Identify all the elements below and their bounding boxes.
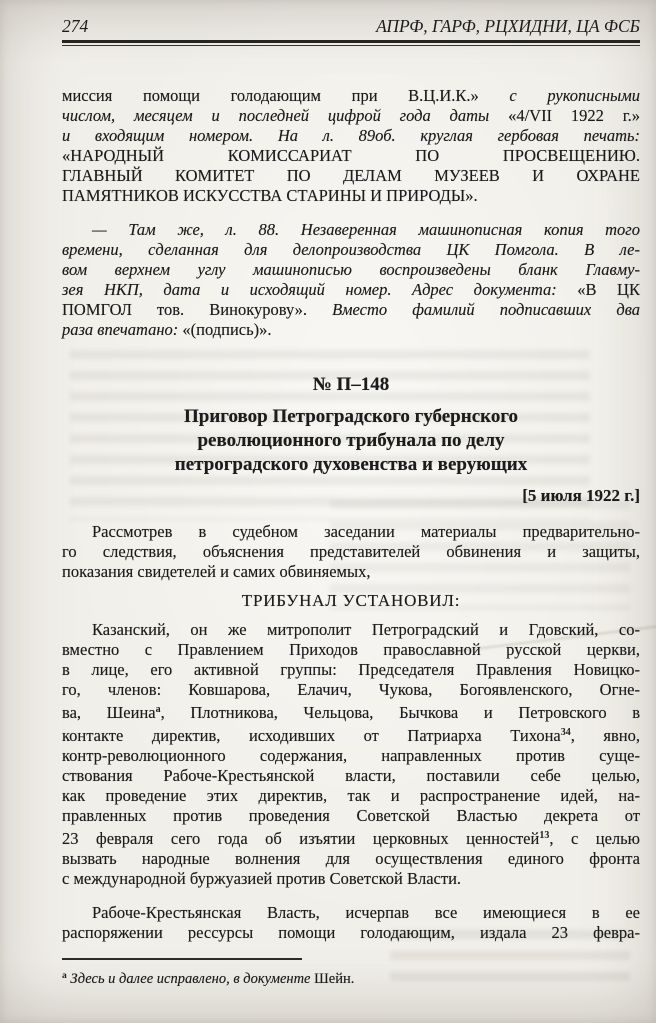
text-line <box>62 126 640 146</box>
header-rule-thick <box>62 40 640 43</box>
text-span: в лице, его активной группы: Председателя Правления Новицко- <box>62 660 640 679</box>
text-span: ва, Шеина <box>62 703 156 722</box>
text-line <box>62 849 640 869</box>
text-line <box>62 806 640 826</box>
text-line <box>62 766 640 786</box>
paragraph <box>62 620 640 889</box>
text-span: «НАРОДНЫЙ КОМИССАРИАТ ПО ПРОСВЕЩЕНИЮ. <box>62 146 640 165</box>
document-number: № П–148 <box>312 374 390 395</box>
text-line <box>62 903 640 923</box>
document-title <box>62 405 640 477</box>
text-span: , явно, <box>570 726 641 745</box>
text-line <box>62 923 640 943</box>
text-span: ГЛАВНЫЙ КОМИТЕТ ПО ДЕЛАМ МУЗЕЕВ И ОХРАНЕ <box>62 166 640 185</box>
text-line <box>62 746 640 766</box>
body-text <box>62 86 640 989</box>
text-span: «4/VII 1922 г.» <box>508 106 640 125</box>
text-span: «В ЦК <box>577 280 640 299</box>
text-line <box>62 700 640 723</box>
text-span: контакте директив, исходивших от Патриарха Тихона <box>62 726 561 745</box>
text-line <box>62 260 640 280</box>
page-number: 274 <box>62 16 89 36</box>
text-span: , Плотникова, Чельцова, Бычкова и Петровского в <box>160 703 641 722</box>
text-span: миссия помощи голодающим при В.Ц.И.К.» <box>62 86 510 105</box>
text-span: и входящим номером. На л. 89об. круглая гербовая печать: <box>62 126 640 145</box>
text-line <box>62 166 640 186</box>
paragraph <box>62 522 640 582</box>
footnote-marker: 34 <box>560 727 571 738</box>
text-span: Рассмотрев в судебном заседании материалы предварительно- <box>92 522 640 541</box>
page-content <box>62 14 640 989</box>
footnote-marker: 13 <box>539 830 550 841</box>
text-span: ПАМЯТНИКОВ ИСКУССТВА СТАРИНЫ И ПРИРОДЫ». <box>62 186 478 205</box>
tribunal-heading: ТРИБУНАЛ УСТАНОВИЛ: <box>241 591 461 610</box>
text-span: — Там же, л. 88. Незаверенная машинописная копия того <box>92 220 640 239</box>
text-span: раза впечатано: <box>62 320 183 339</box>
paragraph <box>62 903 640 943</box>
footnote-marker: а <box>155 704 161 715</box>
text-span: ПОМГОЛ тов. Винокурову». <box>62 300 333 319</box>
text-line <box>62 967 640 989</box>
header-rule-thin <box>62 45 640 46</box>
text-line <box>62 562 640 582</box>
text-line <box>62 660 640 680</box>
text-line <box>62 86 640 106</box>
text-line <box>62 300 640 320</box>
text-line <box>62 240 640 260</box>
text-span: числом, месяцем и последней цифрой года даты <box>62 106 509 125</box>
text-line <box>62 542 640 562</box>
text-line <box>62 620 640 640</box>
text-span: Рабоче-Крестьянская Власть, исчерпав все имеющиеся в ее <box>92 903 640 922</box>
document-date: [5 июля 1922 г.] <box>522 486 640 505</box>
document-title-line-3: петроградского духовенства и верующих <box>174 454 528 475</box>
text-span: Казанский, он же митрополит Петроградский и Гдовский, со- <box>92 620 640 639</box>
archival-note-paragraphs <box>62 86 640 340</box>
text-span: Здесь и далее исправлено, в документе <box>70 971 315 987</box>
document-title-line-1: Приговор Петроградского губернского <box>184 406 518 427</box>
text-span: вом верхнем углу машинописью воспроизведены бланк Главму- <box>62 260 640 279</box>
text-line <box>62 869 640 889</box>
text-line <box>62 723 640 746</box>
text-span: го, членов: Ковшарова, Елачич, Чукова, Богоявленского, Огне- <box>62 680 640 699</box>
text-span: ствования Рабоче-Крестьянской власти, поставили себе целью, <box>62 766 640 785</box>
verdict-paragraphs <box>62 620 640 943</box>
text-line <box>62 640 640 660</box>
text-span: правленных против проведения Советской Властью декрета от <box>62 806 640 825</box>
text-line <box>62 146 640 166</box>
footnote-separator-rule <box>62 958 302 960</box>
text-span: Вместо фамилий подписавших два <box>332 300 640 319</box>
text-line <box>62 522 640 542</box>
paragraph <box>62 86 640 206</box>
text-span: с международной буржуазией против Советской Власти. <box>62 869 462 888</box>
paragraph <box>62 220 640 340</box>
text-span: распоряжении рессурсы помощи голодающим, издала 23 февра- <box>62 923 640 942</box>
paragraph <box>62 967 640 989</box>
text-line <box>62 786 640 806</box>
text-span: контр-революционного содержания, направленных против суще- <box>62 746 640 765</box>
text-span: показания свидетелей и самих обвиняемых, <box>62 562 371 581</box>
footnote-text <box>62 967 640 989</box>
text-line <box>62 106 640 126</box>
text-span: вызвать народные волнения для осуществления единого фронта <box>62 849 640 868</box>
preamble-paragraphs <box>62 522 640 582</box>
text-span: «(подпись)». <box>182 320 272 339</box>
text-line <box>62 220 640 240</box>
text-span: с рукописными <box>509 86 640 105</box>
text-span: вместно с Правлением Приходов православной русской церкви, <box>62 640 640 659</box>
text-span: времени, сделанная для делопроизводства ЦК Помгола. В ле- <box>62 240 640 259</box>
header-archives: АПРФ, ГАРФ, РЦХИДНИ, ЦА ФСБ <box>376 16 640 36</box>
text-span: зея НКП, дата и исходящий номер. Адрес документа: <box>62 280 578 299</box>
text-line <box>62 680 640 700</box>
text-span: , с целью <box>549 829 640 848</box>
text-line <box>62 826 640 849</box>
text-span: го следствия, объяснения представителей обвинения и защиты, <box>62 542 640 561</box>
footnote-marker: а <box>62 971 67 981</box>
text-span: как проведение этих директив, так и распространение идей, на- <box>62 786 640 805</box>
text-line <box>62 186 640 206</box>
document-title-line-2: революционного трибунала по делу <box>197 430 505 451</box>
text-span: 23 февраля сего года об изъятии церковных ценностей <box>62 829 540 848</box>
text-line <box>62 280 640 300</box>
text-line <box>62 320 640 340</box>
running-header <box>62 14 640 38</box>
text-span: Шейн. <box>314 971 355 987</box>
